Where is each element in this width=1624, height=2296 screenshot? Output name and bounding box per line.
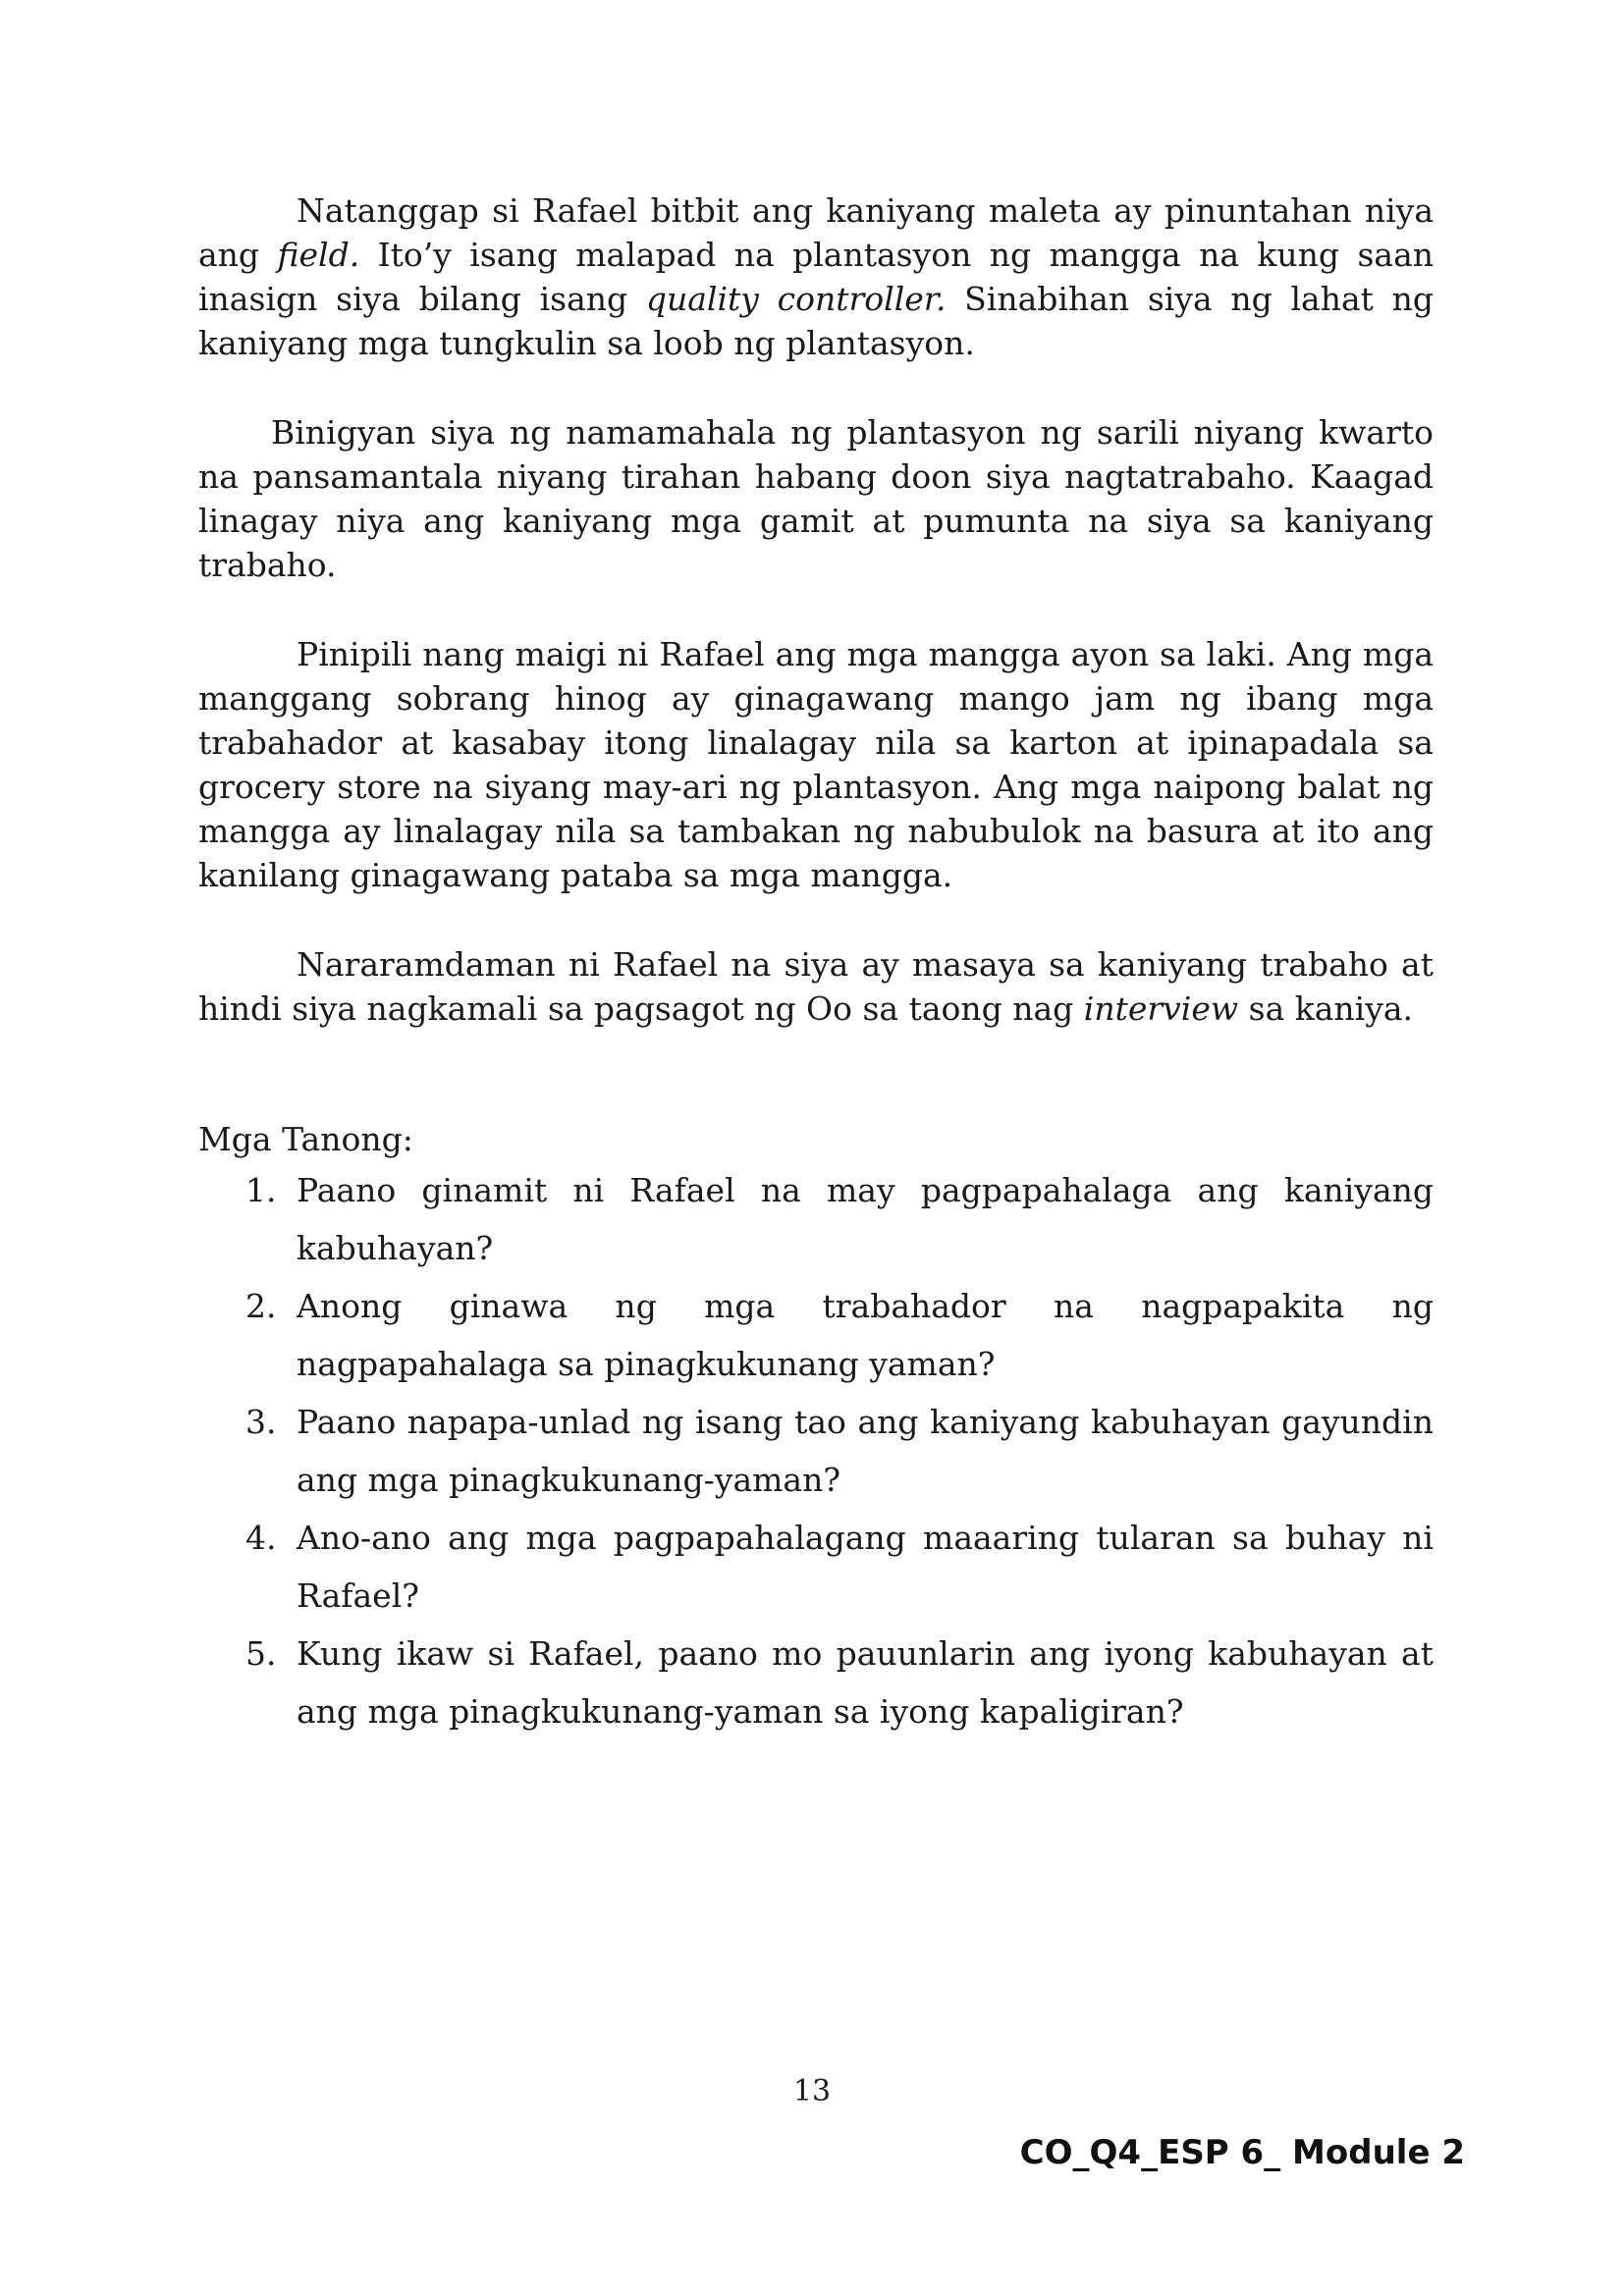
question-number: 1.	[245, 1171, 277, 1209]
paragraph-4-italic-interview: interview	[1083, 989, 1239, 1028]
question-item	[198, 1161, 1434, 1277]
paragraph-1-italic-field: field.	[277, 236, 360, 274]
question-number: 4.	[245, 1519, 277, 1557]
paragraph-4-text-a: Nararamdaman ni Rafael na siya ay masaya sa kaniyang trabaho at hindi siya nagkamali sa pagsagot ng Oo sa taong nag	[198, 945, 1434, 1028]
question-text: Paano napapa-unlad ng isang tao ang kaniyang kabuhayan gayundin ang mga pinagkukunang-yaman?	[297, 1403, 1434, 1499]
paragraph-3: Pinipili nang maigi ni Rafael ang mga mangga ayon sa laki. Ang mga manggang sobrang hinog ay ginagawang mango jam ng ibang mga trabahador at kasabay itong linalagay nila sa karton at ipinapadala sa grocery store na siyang may-ari ng plantasyon. Ang mga naipong balat ng mangga ay linalagay nila sa tambakan ng nabubulok na basura at ito ang kanilang ginagawang pataba sa mga mangga.	[198, 635, 1434, 894]
question-item	[198, 1509, 1434, 1625]
question-text: Paano ginamit ni Rafael na may pagpapahalaga ang kaniyang kabuhayan?	[297, 1171, 1434, 1267]
paragraph-2: Binigyan siya ng namamahala ng plantasyon ng sarili niyang kwarto na pansamantala niyang tirahan habang doon siya nagtatrabaho. Kaagad linagay niya ang kaniyang mga gamit at pumunta na siya sa kaniyang trabaho.	[198, 413, 1434, 584]
questions-list	[198, 1161, 1434, 1740]
paragraph-1-text-b: Ito’y isang malapad na plantasyon ng mangga na kung saan inasign siya bilang isang	[198, 236, 1435, 318]
paragraph-4	[198, 942, 1434, 1031]
question-text: Anong ginawa ng mga trabahador na nagpapakita ng nagpapahalaga sa pinagkukunang yaman?	[297, 1287, 1434, 1383]
questions-heading: Mga Tanong:	[198, 1120, 413, 1158]
questions-section	[198, 1117, 1434, 1740]
paragraph-1-text-a: Natanggap si Rafael bitbit ang kaniyang maleta ay pinuntahan niya ang	[198, 191, 1434, 274]
module-code: CO_Q4_ESP 6_ Module 2	[1019, 2133, 1465, 2172]
question-text: Ano-ano ang mga pagpapahalagang maaaring tularan sa buhay ni Rafael?	[297, 1519, 1434, 1615]
paragraph-4-text-b: sa kaniya.	[1238, 989, 1414, 1028]
page-content	[198, 188, 1434, 1740]
question-number: 5.	[245, 1634, 277, 1673]
question-number: 2.	[245, 1287, 277, 1325]
page-number: 13	[792, 2074, 832, 2109]
question-item	[198, 1277, 1434, 1393]
paragraph-1	[198, 188, 1434, 365]
question-item	[198, 1393, 1434, 1509]
paragraph-1-text-c: Sinabihan siya ng lahat ng kaniyang mga tungkulin sa loob ng plantasyon.	[198, 280, 1434, 362]
paragraph-1-italic-quality-controller: quality controller.	[645, 280, 947, 318]
question-item	[198, 1625, 1434, 1740]
question-number: 3.	[245, 1403, 277, 1441]
question-text: Kung ikaw si Rafael, paano mo pauunlarin ang iyong kabuhayan at ang mga pinagkukunang-yaman sa iyong kapaligiran?	[297, 1634, 1434, 1731]
